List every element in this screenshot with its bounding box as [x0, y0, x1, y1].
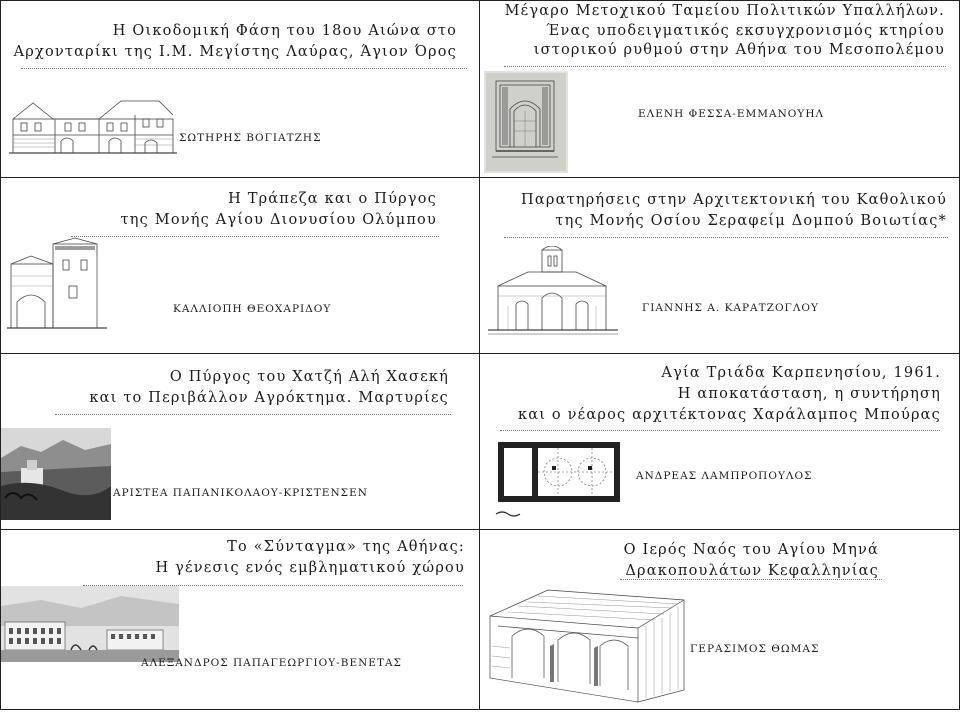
article-card[interactable] [480, 0, 960, 178]
article-author: ΓΙΑΝΝΗΣ Α. ΚΑΡΑΤΖΟΓΛΟΥ [642, 302, 819, 314]
article-title: Αγία Τριάδα Καρπενησίου, 1961. Η αποκατάσταση, η συντήρηση και ο νέαρος αρχιτέκτονας Χαράλαμπος Μπούρας [517, 365, 941, 423]
building-section-drawing [9, 89, 177, 159]
article-author: ΑΝΔΡΕΑΣ ΛΑΜΠΡΟΠΟΥΛΟΣ [636, 470, 813, 482]
landscape-engraving [1, 428, 111, 520]
title-rule [55, 414, 451, 415]
square-panorama-engraving [1, 586, 179, 662]
article-author: ΕΛΕΝΗ ΦΕΣΣΑ-ΕΜΜΑΝΟΥΗΛ [638, 108, 825, 120]
article-author: ΚΑΛΛΙΟΠΗ ΘΕΟΧΑΡΙΔΟΥ [173, 303, 332, 315]
title-rule [504, 237, 948, 238]
title-rule [500, 430, 940, 431]
article-author: ΑΛΕΞΑΝΔΡΟΣ ΠΑΠΑΓΕΩΡΓΙΟΥ-ΒΕΝΕΤΑΣ [141, 657, 402, 669]
article-author: ΣΩΤΗΡΗΣ ΒΟΓΙΑΤΖΗΣ [179, 132, 322, 144]
title-rule [504, 66, 946, 67]
facade-elevation-drawing [484, 71, 568, 173]
article-card[interactable] [480, 530, 960, 710]
article-title: Ο Ιερός Ναός του Αγίου Μηνά Δρακοπουλάτων Κεφαλληνίας [623, 542, 879, 579]
article-title: Το «Σύνταγμα» της Αθήνας: Η γένεσις ενός εμβληματικού χώρου [155, 539, 465, 576]
article-card[interactable] [480, 354, 960, 530]
article-author: ΑΡΙΣΤΕΑ ΠΑΠΑΝΙΚΟΛΑΟΥ-ΚΡΙΣΤΕΝΣΕΝ [113, 487, 368, 499]
tower-section-drawing [7, 236, 107, 336]
church-axonometric-drawing [488, 586, 688, 704]
article-title: Παρατηρήσεις στην Αρχιτεκτονική του Καθολικού της Μονής Οσίου Σεραφείμ Δομπού Βοιωτίας* [521, 192, 947, 229]
article-card[interactable] [0, 530, 480, 710]
article-title: Μέγαρο Μετοχικού Ταμείου Πολιτικών Υπαλλήλων. Ένας υποδειγματικός εκσυγχρονισμός κτηρίου ιστορικού ρυθμού στην Αθήνα του Μεσοπολέμου [504, 3, 945, 58]
church-floor-plan [492, 434, 632, 524]
article-card[interactable] [0, 354, 480, 530]
title-rule [71, 236, 439, 237]
article-card[interactable] [0, 178, 480, 354]
article-card[interactable] [480, 178, 960, 354]
article-title: Η Τράπεζα και ο Πύργος της Μονής Αγίου Διονυσίου Ολύμπου [120, 191, 437, 228]
church-section-drawing [488, 246, 618, 338]
article-title: Η Οικοδομική Φάση του 18ου Αιώνα στο Αρχονταρίκι της Ι.Μ. Μεγίστης Λαύρας, Άγιον Όρος [13, 23, 457, 60]
article-title: Ο Πύργος του Χατζή Αλή Χασεκή και το Περιβάλλον Αγρόκτημα. Μαρτυρίες [89, 369, 449, 406]
title-rule [620, 579, 882, 580]
article-author: ΓΕΡΑΣΙΜΟΣ ΘΩΜΑΣ [690, 643, 820, 655]
title-rule [21, 68, 467, 69]
article-card[interactable] [0, 0, 480, 178]
